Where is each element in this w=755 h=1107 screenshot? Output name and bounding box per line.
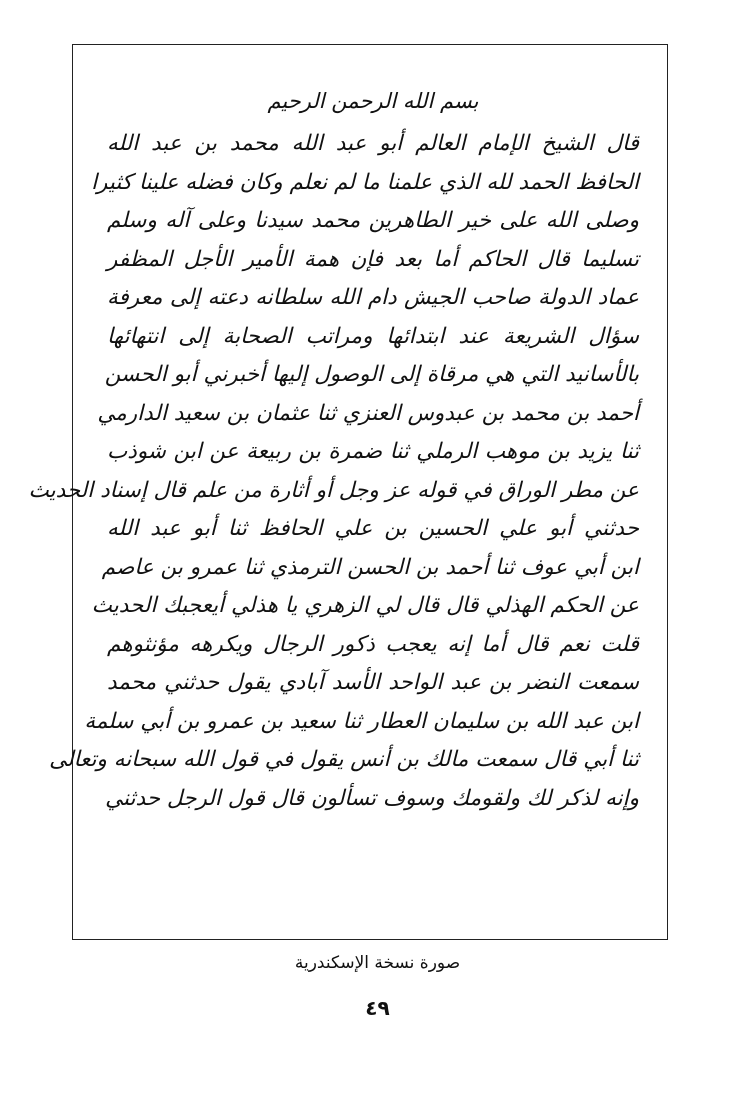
manuscript-line-7: بالأسانيد التي هي مرقاة إلى الوصول إليها أخبرني أبو الحسن	[104, 362, 639, 387]
image-caption: صورة نسخة الإسكندرية	[294, 953, 461, 973]
manuscript-page	[28, 81, 640, 909]
manuscript-line-11: حدثني أبو علي الحسين بن علي الحافظ ثنا أبو عبد الله	[107, 516, 640, 541]
manuscript-line-18: وإنه لذكر لك ولقومك وسوف تسألون قال قول الرجل حدثني	[105, 785, 639, 811]
manuscript-frame	[28, 44, 668, 940]
manuscript-line-2: الحافظ الحمد لله الذي علمنا ما لم نعلم وكان فضله علينا كثيرا	[91, 169, 639, 195]
manuscript-line-14: قلت نعم قال أما إنه يعجب ذكور الرجال ويكرهه مؤنثوهم	[107, 631, 639, 657]
manuscript-line-4: تسليما قال الحاكم أما بعد فإن همة الأمير الأجل المظفر	[107, 246, 639, 272]
manuscript-line-15: سمعت النضر بن عبد الواحد الأسد آبادي يقول حدثني محمد	[107, 670, 639, 695]
basmala-heading: بسم الله الرحمن الرحيم	[267, 89, 479, 113]
manuscript-line-13: عن الحكم الهذلي قال قال لي الزهري يا هذلي أيعجبك الحديث	[91, 593, 639, 618]
manuscript-line-1: قال الشيخ الإمام العالم أبو عبد الله محمد بن عبد الله	[107, 131, 639, 156]
manuscript-line-5: عماد الدولة صاحب الجيش دام الله سلطانه دعته إلى معرفة	[107, 285, 639, 310]
manuscript-line-3: وصلى الله على خير الطاهرين محمد سيدنا وعلى آله وسلم	[107, 208, 639, 233]
manuscript-line-17: ثنا أبي قال سمعت مالك بن أنس يقول في قول الله سبحانه وتعالى	[49, 747, 639, 772]
manuscript-line-6: سؤال الشريعة عند ابتدائها ومراتب الصحابة إلى انتهائها	[107, 323, 639, 349]
page-number: ٤٩	[365, 996, 390, 1020]
manuscript-line-16: ابن عبد الله بن سليمان العطار ثنا سعيد بن عمرو بن أبي سلمة	[84, 708, 639, 734]
manuscript-line-12: ابن أبي عوف ثنا أحمد بن الحسن الترمذي ثنا عمرو بن عاصم	[101, 554, 639, 580]
manuscript-line-8: أحمد بن محمد بن عبدوس العنزي ثنا عثمان بن سعيد الدارمي	[97, 400, 639, 426]
manuscript-line-10: عن مطر الوراق في قوله عز وجل أو أثارة من علم قال إسناد الحديث	[28, 477, 639, 503]
manuscript-line-9: ثنا يزيد بن موهب الرملي ثنا ضمرة بن ربيعة عن ابن شوذب	[107, 439, 639, 464]
